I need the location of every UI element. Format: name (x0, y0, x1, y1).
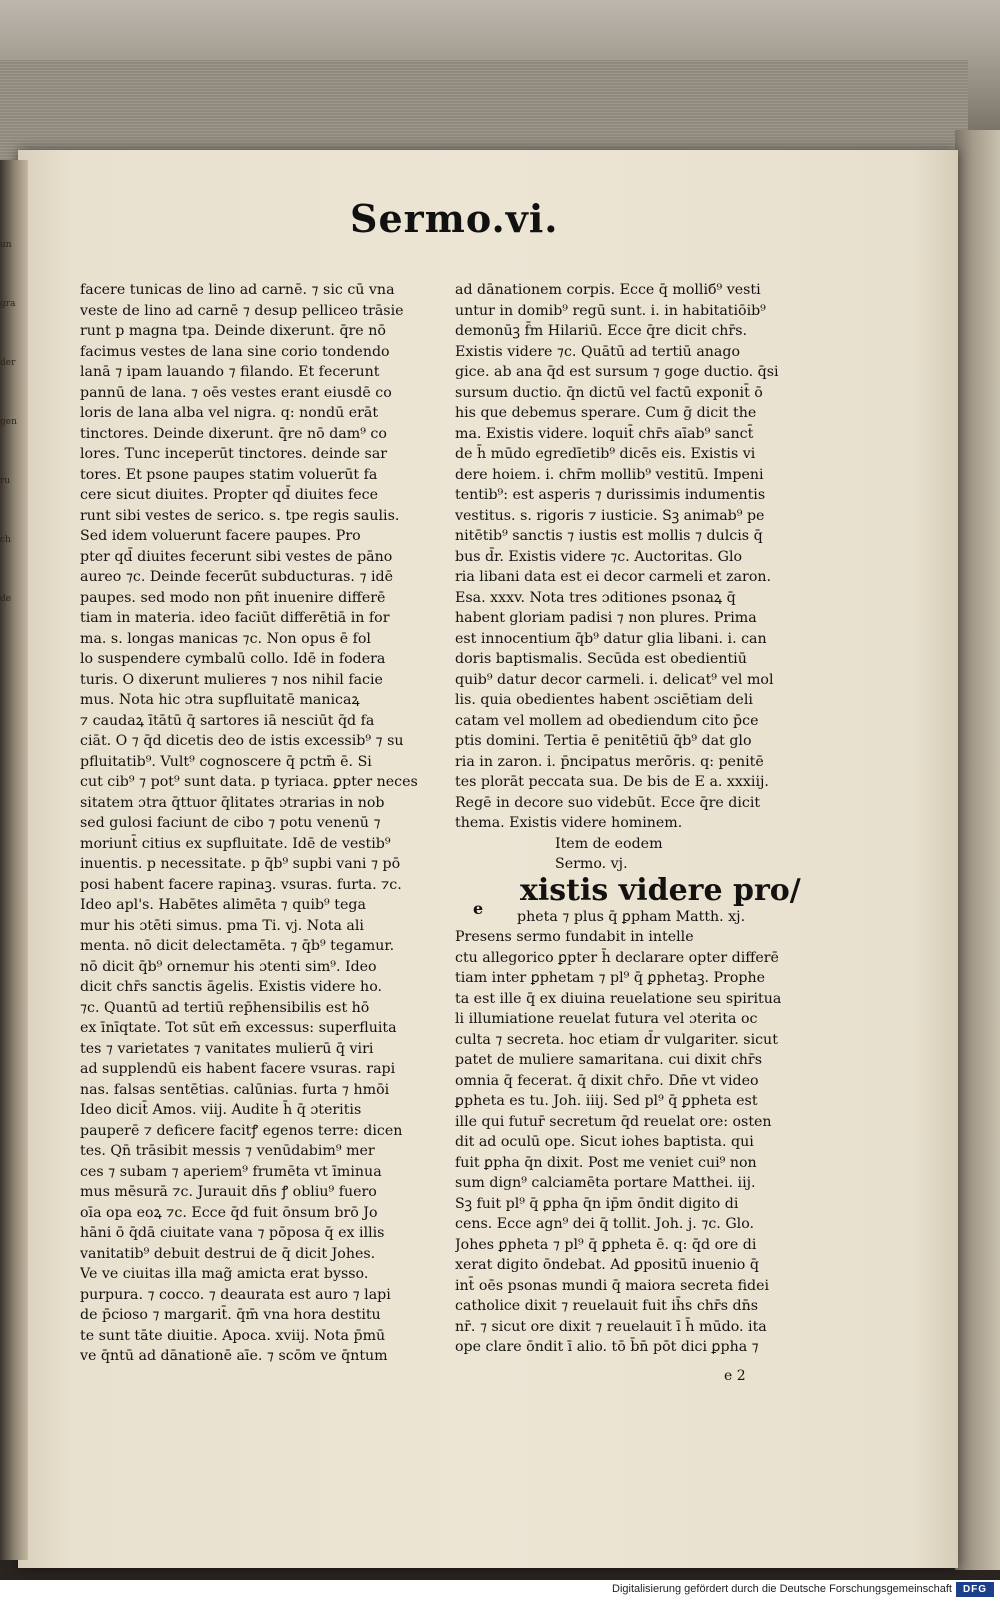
text-line: dit ad oculū ope. Sicut iohes baptista. qui (455, 1134, 754, 1150)
text-line: ma. s. longas manicas ⁊c. Non opus ē fol (80, 630, 371, 647)
text-line: lores. Tunc inceperūt tinctores. deinde sar (80, 446, 388, 462)
signature-mark: e 2 (724, 1368, 746, 1384)
text-line: ces ⁊ subam ⁊ aperiem⁹ frumēta vt īminua (80, 1163, 382, 1180)
text-line: sursum ductio. q̄n dictū vel factū exponit̄ ō (455, 384, 763, 401)
text-line: untur in domib⁹ regū sunt. i. in habitatiōib⁹ (455, 302, 766, 319)
text-line: vestitus. s. rigoris ⁊ iusticie. Sꝫ animab⁹ pe (455, 507, 765, 524)
text-line: gice. ab ana q̄d est sursum ⁊ goge ductio. q̄si (455, 364, 779, 380)
text-line: ꝑpheta es tu. Joh. iiij. Sed pl⁹ q̄ ꝑpheta est (455, 1093, 758, 1109)
text-line: runt sibi vestes de serico. s. tpe regis saulis. (80, 507, 400, 524)
text-line: xerat digito ōndebat. Ad ꝑpositū inuenio q̄ (455, 1257, 759, 1273)
margin-fragment: der (0, 358, 16, 368)
text-line: paupes. sed modo non pñt inuenire differē (80, 589, 386, 606)
opening-line-large: xistis videre pro/ (520, 872, 801, 908)
text-line: pfluitatib⁹. Vult⁹ cognoscere q̄ pctm̄ ē. Si (80, 753, 372, 770)
text-line: Regē in decore suo videbūt. Ecce q̄re dicit (455, 794, 761, 811)
margin-fragment: ru (0, 476, 11, 486)
text-line: nr̄. ⁊ sicut ore dixit ⁊ reuelauit ī h̄ mūdo. ita (455, 1318, 767, 1335)
text-line: li illumiatione reuelat futura vel ɔterita oc (455, 1011, 758, 1027)
text-line: doris baptismalis. Secūda est obedientiū (455, 651, 747, 667)
text-line: facere tunicas de lino ad carnē. ⁊ sic cū vna (80, 282, 395, 298)
text-line: nas. falsas sentētias. calūnias. furta ⁊ hmōi (80, 1081, 390, 1098)
text-line: sed gulosi faciunt de cibo ⁊ potu venenū ⁊ (80, 815, 381, 831)
funding-credit: Digitalisierung gefördert durch die Deutsche Forschungsgemeinschaft (612, 1583, 952, 1595)
text-line: sitatem ɔtra q̄ttuor q̄litates ɔtrarias in nob (80, 794, 385, 811)
text-line: nō dicit q̄b⁹ ornemur his ɔtenti sim⁹. Ideo (80, 958, 377, 975)
text-line: ptis domini. Tertia ē penitētiū q̄b⁹ dat glo (455, 733, 752, 749)
text-line: ve q̄ntū ad dānationē aīe. ⁊ scōm ve q̄ntum (80, 1348, 388, 1364)
dfg-logo: DFG (956, 1582, 994, 1597)
text-line: de p̄cioso ⁊ margarit̄. q̄m̄ vna hora destitu (80, 1307, 381, 1323)
text-line: habent gloriam padisi ⁊ non plures. Prima (455, 610, 757, 626)
text-line: ciāt. O ⁊ q̄d dicetis deo de istis excessib⁹ ⁊ su (80, 733, 404, 749)
text-line: Sꝫ fuit pl⁹ q̄ ꝑpha q̄n ip̄m ōndit digito di (455, 1195, 739, 1212)
text-line: sum dign⁹ calciamēta portare Matthei. iij. (455, 1175, 756, 1191)
text-line: inuentis. p necessitate. p q̄b⁹ supbi vani ⁊ pō (80, 856, 401, 872)
text-line: tes ⁊ varietates ⁊ vanitates mulierū q̄ viri (80, 1040, 374, 1057)
initial-letter: e (473, 898, 484, 918)
text-line: catholice dixit ⁊ reuelauit fuit ih̄s chr̄s dn̄s (455, 1298, 758, 1314)
book-right-edge (955, 130, 1000, 1570)
text-line: pheta ⁊ plus q̄ ꝑpham Matth. xj. (517, 908, 746, 925)
text-line: omnia q̄ fecerat. q̄ dixit chr̄o. Dn̄e vt video (455, 1072, 759, 1089)
margin-fragment: gen (0, 417, 17, 427)
text-line: ex īnīqtate. Tot sūt em̄ excessus: superfluita (80, 1020, 397, 1036)
text-line: ⁊c. Quantū ad tertiū rep̄hensibilis est hō (80, 999, 370, 1016)
page-title: Sermo.vi. (350, 196, 559, 241)
text-line: de h̄ mūdo egredīetib⁹ dicēs eis. Existis vi (455, 446, 756, 462)
left-text-column (80, 280, 435, 1367)
text-line: ria libani data est ei decor carmeli et zaron. (455, 569, 772, 585)
text-line: mur his ɔtēti simus. pma Ti. vj. Nota ali (80, 917, 364, 934)
text-line: hāni ō q̄dā ciuitate vana ⁊ pōposa q̄ ex illis (80, 1225, 385, 1241)
text-line: ria in zaron. i. p̄ncipatus merōris. q: penitē (455, 753, 764, 770)
text-line: veste de lino ad carnē ⁊ desup pelliceo trāsie (80, 302, 404, 319)
text-line: ta est ille q̄ ex diuina reuelatione seu spiritua (455, 990, 782, 1007)
text-line: vanitatib⁹ debuit destrui de q̄ dicit Johes. (80, 1245, 376, 1262)
text-line: tentib⁹: est asperis ⁊ durissimis indumentis (455, 487, 766, 503)
text-line: cens. Ecce agn⁹ dei q̄ tollit. Joh. j. ⁊c. Glo. (455, 1216, 754, 1232)
text-line: loris de lana alba vel nigra. q: nondū erāt (80, 405, 379, 421)
section-heading-sermo: Sermo. vj. (555, 856, 628, 872)
text-line: menta. nō dicit delectamēta. ⁊ q̄b⁹ tegamur. (80, 938, 395, 954)
text-line: fuit ꝑpha q̄n dixit. Post me veniet cui⁹ non (455, 1154, 757, 1171)
margin-fragment: ch (0, 535, 11, 545)
text-line: Sed idem voluerunt facere paupes. Pro (80, 528, 361, 544)
text-line: ctu allegorico ꝑpter h̄ declarare opter differē (455, 949, 779, 966)
text-line: turis. O dixerunt mulieres ⁊ nos nihil facie (80, 671, 383, 688)
text-line: tiam in materia. ideo faciūt differētiā in for (80, 610, 390, 626)
text-line: pannū de lana. ⁊ oēs vestes erant eiusdē co (80, 384, 392, 401)
text-line: ma. Existis videre. loquit̄ chr̄s aīab⁹ sanct̄ (455, 425, 754, 442)
text-line: dicit chr̄s sanctis āgelis. Existis videre ho. (80, 979, 382, 995)
text-line: nitētib⁹ sanctis ⁊ iustis est mollis ⁊ dulcis q̄ (455, 528, 763, 544)
text-line: ope clare ōndit ī alio. tō b̄n̄ pōt dici ꝑpha ⁊ (455, 1339, 759, 1355)
text-line: tinctores. Deinde dixerunt. q̄re nō dam⁹ co (80, 425, 387, 442)
text-line: est innocentium q̄b⁹ datur glia libani. i. can (455, 630, 767, 647)
text-line: lis. quia obedientes habent ɔsciētiam deli (455, 692, 753, 708)
text-line: his que debemus sperare. Cum ḡ dicit the (455, 405, 757, 421)
section-heading-item: Item de eodem (555, 835, 663, 852)
text-line: ad supplendū eis habent facere vsuras. rapi (80, 1061, 396, 1077)
text-line: Presens sermo fundabit in intelle (455, 929, 694, 945)
text-line: Ideo apl's. Habētes alimēta ⁊ quib⁹ tega (80, 897, 366, 913)
text-line: Existis videre ⁊c. Quātū ad tertiū anago (455, 343, 741, 360)
text-line: moriunt̄ citius ex supfluitate. Idē de vestib⁹ (80, 835, 391, 852)
margin-fragment: un (0, 240, 12, 250)
text-line: dere hoiem. i. chr̄m mollib⁹ vestitū. Impeni (455, 466, 764, 483)
text-line: Esa. xxxv. Nota tres ɔditiones psonaꝝ q̄ (455, 589, 736, 606)
text-line: bus d̄r. Existis videre ⁊c. Auctoritas. Glo (455, 548, 743, 565)
text-line: tiam inter ꝑphetam ⁊ pl⁹ q̄ ꝑphetaꝫ. Prophe (455, 970, 765, 986)
text-line: Ve ve ciuitas illa mag̃ amicta erat bysso. (80, 1266, 369, 1282)
margin-fragment: de (0, 594, 12, 604)
text-line: pter qd̄ diuites fecerunt sibi vestes de pāno (80, 548, 393, 565)
text-line: facimus vestes de lana sine corio tondendo (80, 343, 390, 360)
text-line: posi habent facere rapinaꝫ. vsuras. furta. ⁊c. (80, 876, 402, 893)
page-block-edges (0, 60, 968, 160)
text-line: ⁊ caudaꝝ ītātū q̄ sartores iā nesciūt q̄d fa (80, 712, 375, 729)
text-line: te sunt tāte diuitie. Apoca. xviij. Nota p̄mū (80, 1327, 386, 1344)
text-line: tes plorāt peccata sua. De bis de E a. xxxiij. (455, 774, 769, 790)
text-line: cut cib⁹ ⁊ pot⁹ sunt data. p tyriaca. ꝑpter neces (80, 774, 418, 790)
text-line: lanā ⁊ ipam lauando ⁊ filando. Et fecerunt (80, 364, 380, 380)
text-line: pauperē ⁊ deficere facitꝭ egenos terre: dicen (80, 1122, 403, 1139)
text-line: cere sicut diuites. Propter qd̄ diuites fece (80, 487, 379, 503)
text-line: lo suspendere cymbalū collo. Idē in fodera (80, 651, 386, 667)
right-text-column (455, 280, 810, 1358)
text-line: patet de muliere samaritana. cui dixit chr̄s (455, 1052, 762, 1068)
text-line: purpura. ⁊ cocco. ⁊ deaurata est auro ⁊ lapi (80, 1286, 391, 1303)
text-line: mus mēsurā ⁊c. Jurauit dn̄s ꝭ obliu⁹ fuero (80, 1184, 377, 1200)
text-line: aureo ⁊c. Deinde fecerūt subducturas. ⁊ idē (80, 569, 394, 585)
text-line: mus. Nota hic ɔtra supfluitatē manicaꝝ (80, 692, 360, 708)
text-line: runt p magna tpa. Deinde dixerunt. q̄re nō (80, 323, 386, 339)
text-line: tes. Qn̄ trāsibit messis ⁊ venūdabim⁹ mer (80, 1143, 375, 1159)
text-line: Johes ꝑpheta ⁊ pl⁹ q̄ ꝑpheta ē. q: q̄d ore di (455, 1236, 757, 1253)
text-line: oīa opa eoꝝ ⁊c. Ecce q̄d fuit ōnsum brō Jo (80, 1204, 378, 1221)
text-line: tores. Et psone paupes statim voluerūt fa (80, 466, 378, 483)
text-line: culta ⁊ secreta. hoc etiam d̄r vulgariter. sicut (455, 1031, 778, 1048)
text-line: thema. Existis videre hominem. (455, 815, 683, 831)
text-line: quib⁹ datur decor carmeli. i. delicat⁹ vel mol (455, 671, 774, 688)
text-line: ad dānationem corpis. Ecce q̄ molliб⁹ vesti (455, 282, 761, 298)
text-line: catam vel mollem ad obediendum cito p̄ce (455, 712, 759, 729)
text-line: demonūꝫ f̄m Hilariū. Ecce q̄re dicit chr̄s. (455, 323, 747, 339)
text-line: Ideo dicit̄ Amos. viij. Audite h̄ q̄ ɔteritis (80, 1102, 362, 1118)
facing-page-fragments (0, 240, 20, 660)
margin-fragment: gra (0, 299, 16, 309)
text-line: ille qui futur̄ secretum q̄d reuelat ore: osten (455, 1113, 772, 1130)
text-line: int̄ oēs psonas mundi q̄ maiora secreta fidei (455, 1277, 770, 1294)
